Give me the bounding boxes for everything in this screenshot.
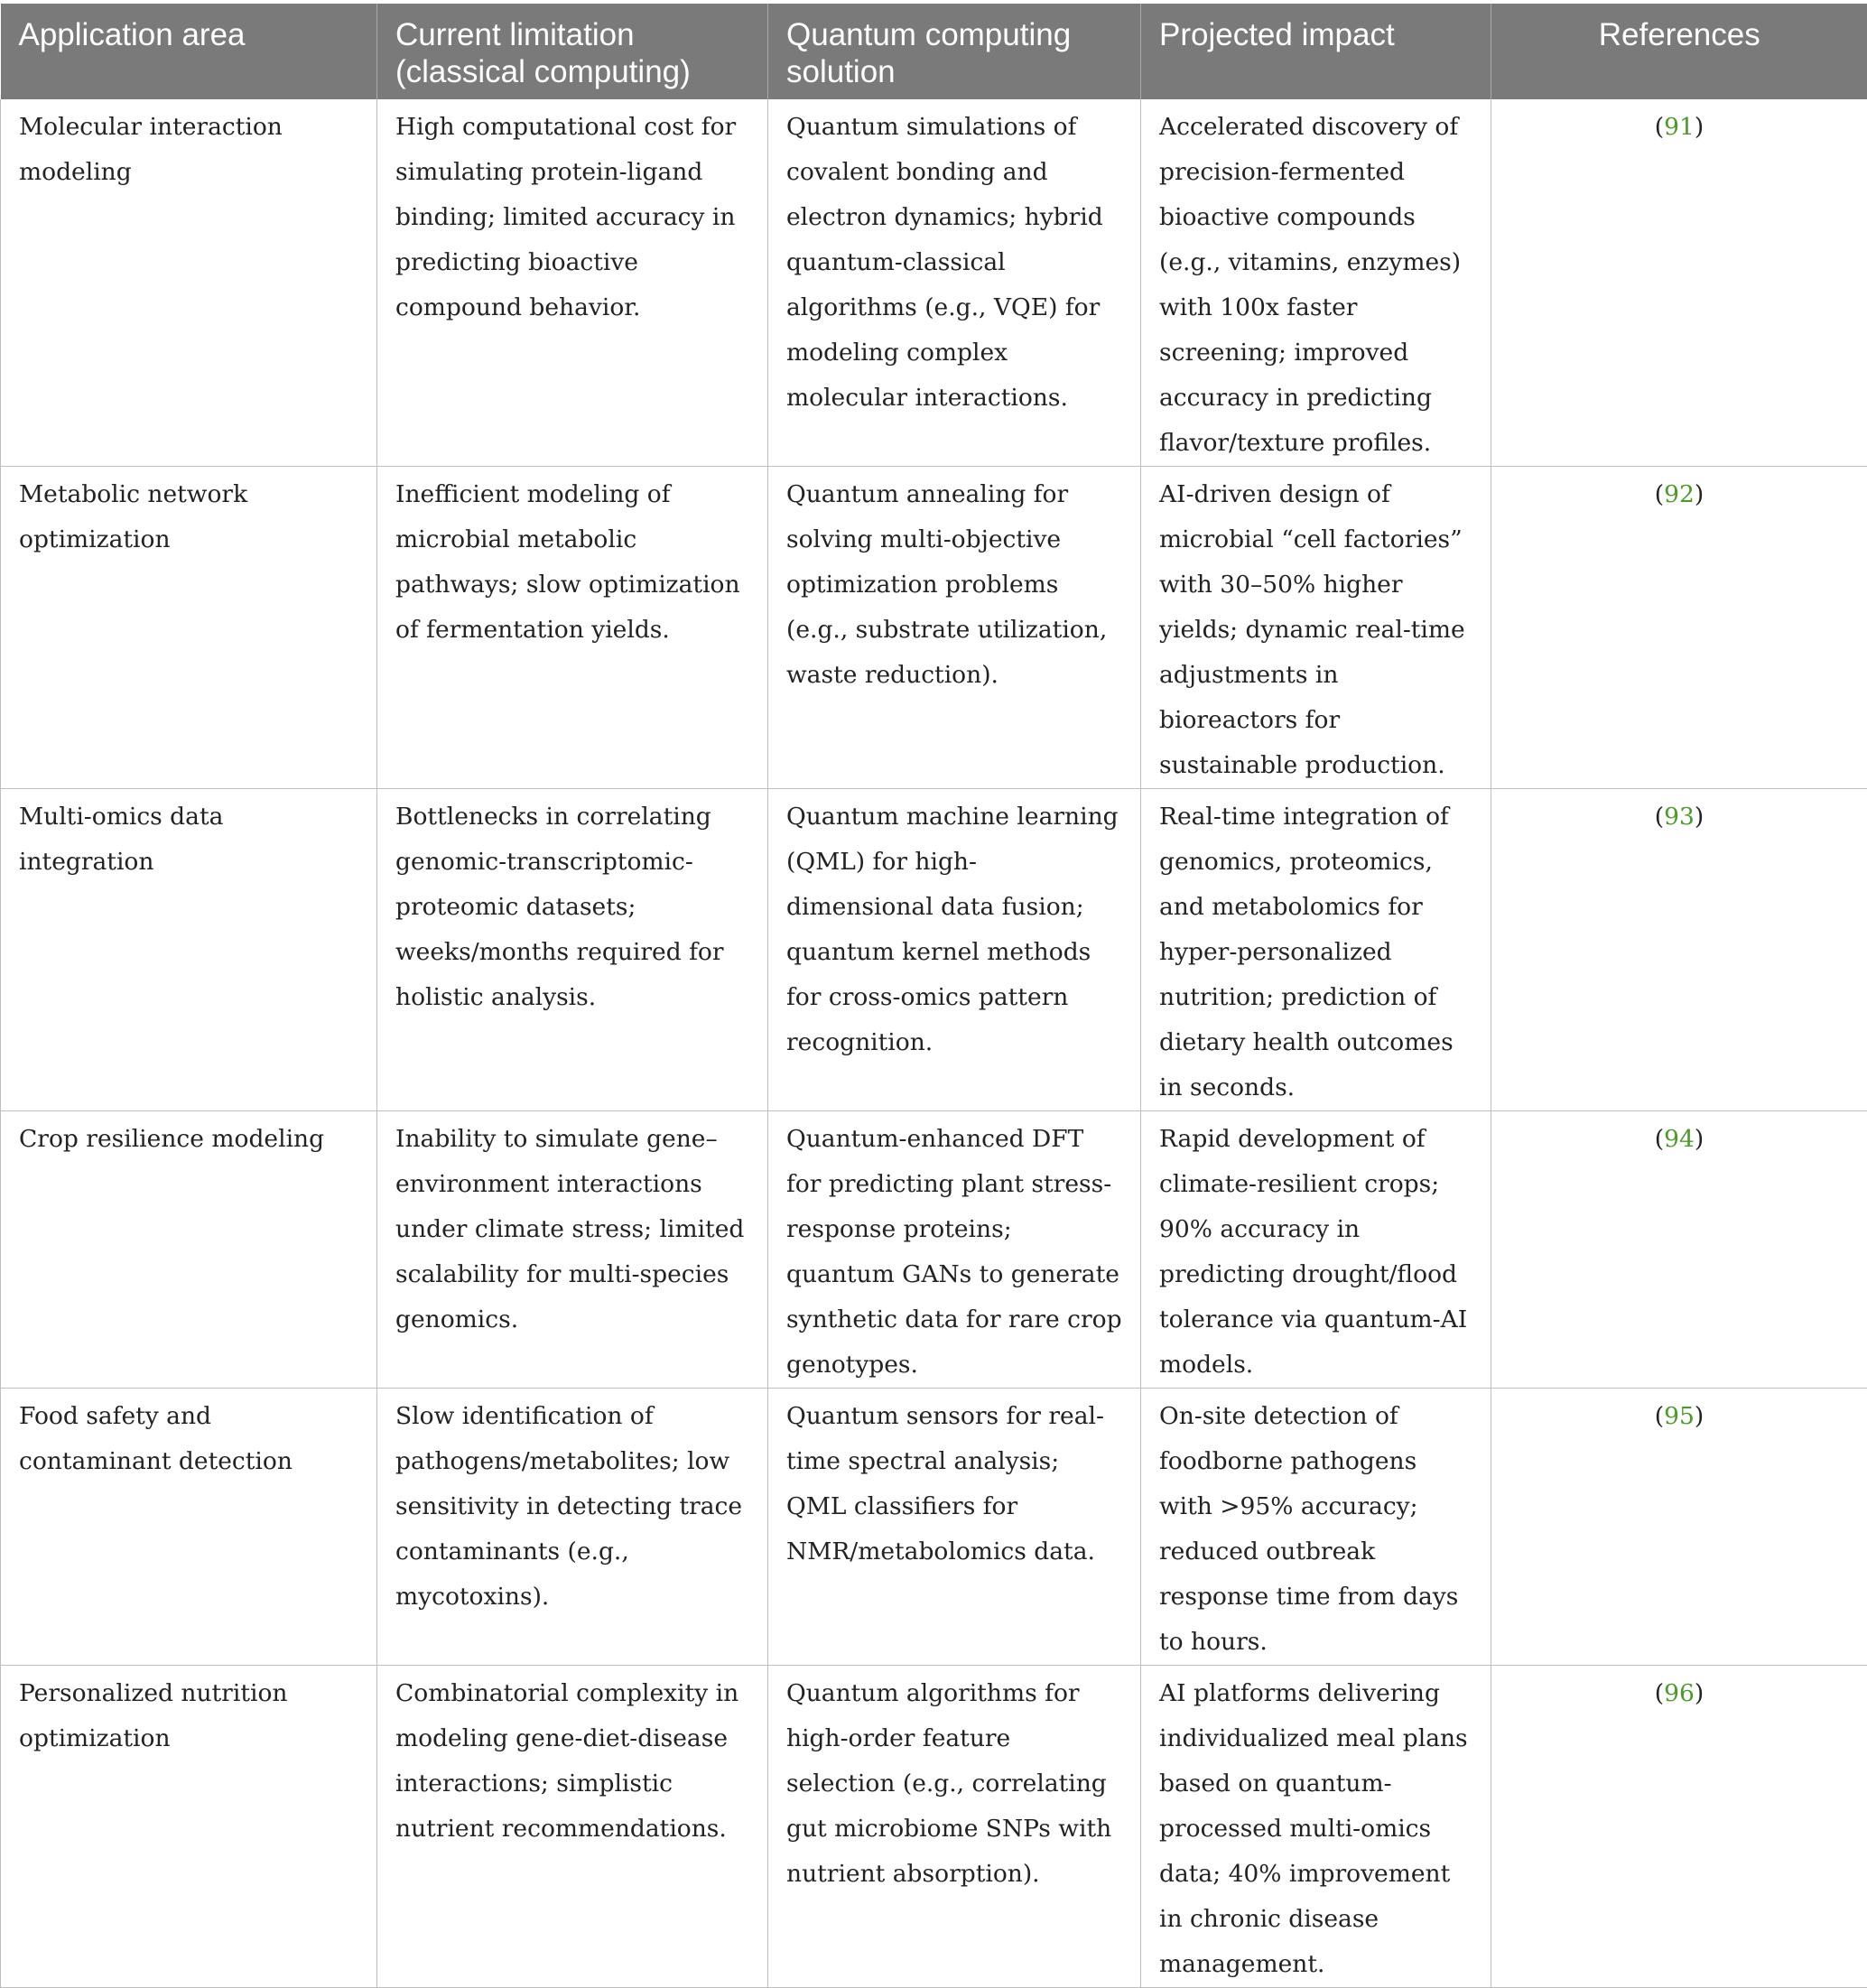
cell-application-area: Personalized nutrition optimization [1,1666,377,1988]
cell-current-limitation: Bottlenecks in correlating genomic-transcriptomic-proteomic datasets; weeks/months required for holistic analysis. [377,789,768,1111]
table-row [1,99,1867,467]
cell-quantum-solution: Quantum simulations of covalent bonding and electron dynamics; hybrid quantum-classical algorithms (e.g., VQE) for modeling complex molecular interactions. [768,99,1141,467]
quantum-applications-table [0,4,1867,1988]
reference-link[interactable]: 94 [1664,1125,1695,1153]
header-quantum-solution: Quantum computing solution [768,4,1141,99]
cell-projected-impact: Rapid development of climate-resilient crops; 90% accuracy in predicting drought/flood tolerance via quantum-AI models. [1141,1111,1491,1389]
header-current-limitation: Current limitation (classical computing) [377,4,768,99]
cell-reference: (96) [1491,1666,1867,1988]
cell-current-limitation: Inefficient modeling of microbial metabolic pathways; slow optimization of fermentation yields. [377,467,768,789]
cell-projected-impact: AI-driven design of microbial “cell factories” with 30–50% higher yields; dynamic real-time adjustments in bioreactors for sustainable production. [1141,467,1491,789]
cell-quantum-solution: Quantum-enhanced DFT for predicting plant stress-response proteins; quantum GANs to generate synthetic data for rare crop genotypes. [768,1111,1141,1389]
cell-quantum-solution: Quantum annealing for solving multi-objective optimization problems (e.g., substrate utilization, waste reduction). [768,467,1141,789]
cell-application-area: Food safety and contaminant detection [1,1389,377,1666]
cell-reference: (92) [1491,467,1867,789]
cell-current-limitation: Combinatorial complexity in modeling gene-diet-disease interactions; simplistic nutrient recommendations. [377,1666,768,1988]
cell-current-limitation: Inability to simulate gene–environment interactions under climate stress; limited scalability for multi-species genomics. [377,1111,768,1389]
cell-application-area: Multi-omics data integration [1,789,377,1111]
cell-projected-impact: On-site detection of foodborne pathogens with >95% accuracy; reduced outbreak response time from days to hours. [1141,1389,1491,1666]
cell-reference: (91) [1491,99,1867,467]
cell-projected-impact: Accelerated discovery of precision-fermented bioactive compounds (e.g., vitamins, enzymes) with 100x faster screening; improved accuracy in predicting flavor/texture profiles. [1141,99,1491,467]
cell-quantum-solution: Quantum machine learning (QML) for high-dimensional data fusion; quantum kernel methods for cross-omics pattern recognition. [768,789,1141,1111]
table-row [1,467,1867,789]
cell-reference: (95) [1491,1389,1867,1666]
cell-reference: (94) [1491,1111,1867,1389]
cell-current-limitation: High computational cost for simulating protein-ligand binding; limited accuracy in predicting bioactive compound behavior. [377,99,768,467]
reference-link[interactable]: 95 [1664,1402,1695,1430]
cell-application-area: Molecular interaction modeling [1,99,377,467]
cell-application-area: Metabolic network optimization [1,467,377,789]
cell-projected-impact: Real-time integration of genomics, proteomics, and metabolomics for hyper-personalized nutrition; prediction of dietary health outcomes in seconds. [1141,789,1491,1111]
reference-link[interactable]: 91 [1664,113,1695,141]
table-row [1,1666,1867,1988]
cell-reference: (93) [1491,789,1867,1111]
cell-projected-impact: AI platforms delivering individualized meal plans based on quantum-processed multi-omics data; 40% improvement in chronic disease management. [1141,1666,1491,1988]
cell-application-area: Crop resilience modeling [1,1111,377,1389]
table-header-row [1,4,1867,99]
table-row [1,789,1867,1111]
reference-link[interactable]: 93 [1664,803,1695,831]
cell-quantum-solution: Quantum algorithms for high-order feature selection (e.g., correlating gut microbiome SNPs with nutrient absorption). [768,1666,1141,1988]
table-row [1,1389,1867,1666]
table-row [1,1111,1867,1389]
reference-link[interactable]: 92 [1664,480,1695,508]
cell-quantum-solution: Quantum sensors for real-time spectral analysis; QML classifiers for NMR/metabolomics data. [768,1389,1141,1666]
header-application-area: Application area [1,4,377,99]
header-references: References [1491,4,1867,99]
reference-link[interactable]: 96 [1664,1679,1695,1707]
header-projected-impact: Projected impact [1141,4,1491,99]
cell-current-limitation: Slow identification of pathogens/metabolites; low sensitivity in detecting trace contaminants (e.g., mycotoxins). [377,1389,768,1666]
